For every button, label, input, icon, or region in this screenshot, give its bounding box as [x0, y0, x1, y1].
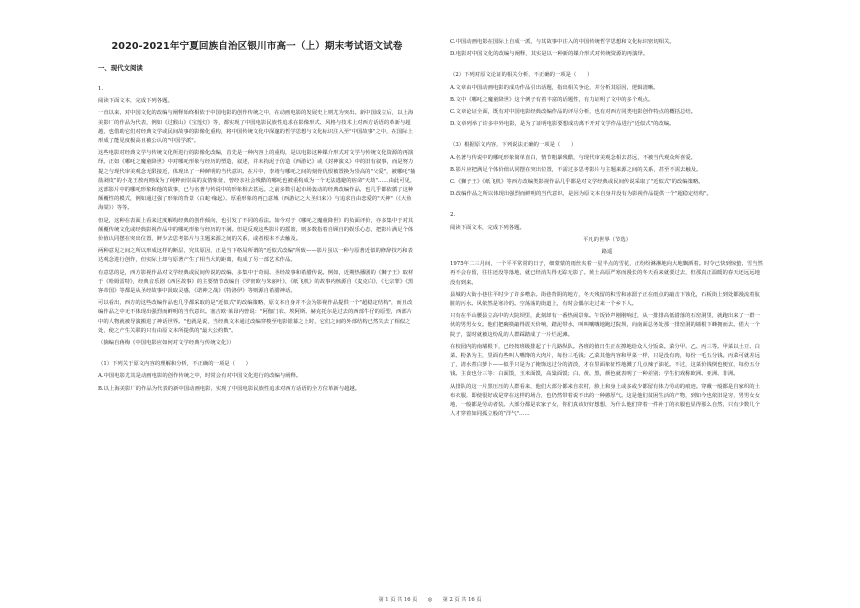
paragraph: 只有在半山腰县立高中的大院坝里，此刻却有一番热闹景象。午饭铃声刚刚响过，从一排排高低错落的石窑洞里，就跑出来了一群一伙的男男女女。他们把碗筷敲得震天价响，踏泥带水，叫叫嚷嚷地跑过院坝，向南面总务处那一排窑洞的墙根下蜂拥而去。偌大一个院子，霎时就被这纷乱的人群踩踏成了一片烂泥滩。 — [450, 313, 760, 338]
option-a: A.名著与传说中的哪吒形象简单直白，情节粗暴残酷，与现代审美观念相去甚远，不被当代观众所喜爱。 — [450, 154, 697, 161]
question-stem: （2）下列对原文论证的相关分析，不正确的一项是（ ） — [450, 72, 593, 79]
paragraph: 1975年二三月间，一个平平常常的日子，细蒙蒙的雨丝夹着一星半点的雪花，正纷纷淋淋地向大地飘洒着。时令已快到惊蛰，雪当然再不会存留，往往还没等落地，就已经消失得无踪无影了。黄土高原严寒而漫长的冬天看来就要过去，但那真正温暖的春天还远远地没有到来。 — [450, 261, 763, 286]
paragraph: 这些电影对经典文学与传统文化所进行的影像化改编，首先是一种内容上的重构，是以电影这种媒介形式对文学与传统文化资源的再演绎。正如《哪吒之魔童降世》中对哪吒形象与经历的塑造，叙述，并未拘泥于仿造《西游记》或《封神演义》中的旧有叙事，而是努力提之与现代审美观念无限接近，体现出了一种鲜明的当代意识。在片中，李靖与哪吒之间的刻骨仇恨被置换为崇高的"父爱"，被哪吒"抽筋剥皮"的小龙王敖丙则成为了纯粹而崇高的友情象征，曾经亲社会残酷的哪吒也被重构成为一个无法逃避的宿命"天劫"……由此可见，这部影片中的哪吒形象和他的故事，已与名著与传说中的形象相去甚远。之前多数引起市场轰动的经典改编作品，也几乎都依循了这种颠覆性的模式，例如通过强了形象的背景（白蛇·缘起）、厚重形象的再□意城（西游记之大圣归来）》与追求自由恋爱的"天神"（《大鱼海棠》）等等。 — [98, 150, 416, 212]
spacer — [450, 132, 764, 141]
page-footer: 第 1 页 共 16 页 ◎ 第 2 页 共 16 页 — [378, 597, 482, 603]
paragraph: 一直以来，对中国文化的改编与阐释始终相依于中国电影的创作传统之中，在动画电影的发展史上则尤为突出。新中国成立后，以上海美影厂的作品为代表，例如《过猴山》《宝莲灯》等，都实现了中国电影民族性追求在影像形式、风格与技术上对西方话语的革新与超越，也借助它们对经典文学或民间故事的影像化重构，将中国传统文化中深邃的哲学思想与文化标识注入至"中国故事"之中，在国际上形成了能见度极高且被公认的"中国学派"。 — [98, 110, 414, 145]
document-title: 2020-2021年宁夏回族自治区银川市高一（上）期末考试语文试卷 — [111, 41, 403, 52]
option-d: D.电影对中国文化的改编与阐释，其实是以一种新的媒介形式对传统资源的再演绎。 — [450, 51, 649, 58]
question-stem: （1）下列关于原文内容的理解和分析，不正确的一项是（ ） — [98, 361, 252, 368]
paragraph: 但是，这种在表面上看来过度解构经典的创作倾向，也引发了不同的看法。如今对于《哪吒之魔童降世》的负面评价，亦多集中于对其颠覆传统文化或经典影视作品中的哪吒形象与经历的不满。但是反观这些影片的摇篮，则多数指着自顾自的娱乐心态，把影片满足个体价值认同摆在突出位置，鲜少去思考影片与主题来源之间的关系，或者根本不去触及。 — [98, 217, 414, 243]
paragraph: 县城的大街小巷往平时少了许多嘈杂。街巷背阴的地方，冬天残留的积雪和冰溜子正在雨点的敲击下蚀化，石板街上到处都漫流着肮脏的污水。风依然是寒冷的。空荡荡的街道上，有时会偶尔走过来一个乡下人。 — [450, 291, 760, 308]
paragraph: 两种意见之间之所以形成这样的断层，究其原因，正是当下格局所谓的"近似式改编"所致——影片虽以一种与原著近似的修辞技巧和表达观念进行创作，但实际上却与原著产生了相当大的距离，构成了另一部艺术作品。 — [98, 248, 413, 264]
passage-title: 平凡的世界（节选） — [582, 236, 632, 243]
option-b: B.以上海美影厂的作品为代表的新中国动画电影，实现了中国电影民族性追求对西方话语的全方位革新与超越。 — [98, 385, 361, 392]
option-a: A.中国电影尤其是动画电影的创作传统之中，时常会有对中国文化进行的改编与阐释。 — [98, 373, 302, 380]
option-c: C.中国动画电影在国际上自成一派，与其故事中注入的中国传统哲学思想和文化标识密切相关。 — [450, 39, 675, 45]
instruction: 阅读下面文本，完成下列各题。 — [450, 224, 525, 231]
spacer — [450, 62, 764, 71]
page-right — [430, 0, 860, 608]
paragraph: 从排队的这一片黑压压的人群看来，他们大部分都来自农村，脸上和身上或多或少都留有体力劳动的痕迹。穿戴一般都是自家织的土布衣服，即使很好或是穿在这样的场合，也仍然带着说不出的一种憨厚气。这是他们贫困生活的产物，到如今也依旧是穷，男男女女地，一般都是劳动者装。大部分都是农家子女，你们真该好好想想，为什么他们穿着一件补丁的衣服也显得那么自然，只有少数几个人才穿着如同孤立般的"洋气"…… — [450, 383, 760, 418]
spacer — [450, 202, 764, 211]
question-number: 1. — [98, 86, 104, 92]
option-a: A.文章由中国动画电影的成功作品引出话题，指出相关争论，并分析其原因，逻辑清晰。 — [450, 84, 659, 91]
paragraph: 可以看出，西方的这些改编作品也几乎都采取的是"近似式"的改编策略，原文本自身并不会为影视作品提供一个"超稳定结构"，而且改编作品之中无不体现出强烈而鲜明的当代意识。塞吉欧·莱昂内曾说："阿伽门农、埃阿斯、赫克托尔是过去的西部牛仔的原型，西部片中的人物就被导演搬进了神话世界。"也就是说，当经典文本通过改编穿梭至电影银幕之上时，它们之间的外部结构已然失去了相似之处，使之产生关联的只有由原文本所提供的"最大公约数"。 — [98, 300, 413, 334]
passage-author: 路遥 — [601, 249, 613, 256]
question-stem: （3）根据原文内容，下列说法正确的一项是（ ） — [450, 142, 577, 149]
question-number: 2. — [450, 212, 456, 219]
option-b: B.文中《哪吒之魔童降世》这个例子有着丰富的话题性，有力证明了文中的多个观点。 — [450, 96, 654, 103]
option-c: C.《狮子王》《纸飞机》等西方改编类影视作品几乎都是对文学经典或民间传说采取了"近似式"的改编策略。 — [450, 179, 704, 186]
option-d: D.文章列举了许多中外电影，是为了证明电影要想成功离不开对文学作品进行"近似式"的改编。 — [450, 121, 675, 128]
paragraph: 在校园内的南墙根下，已经按班级排起了十几路纵队。各班的值日生正在擦地给众人分饭菜。菜分甲、乙、丙三等。甲菜以土豆、白菜、粉条为主，里面有些叫人嘴馋的大肉片，每份三毛钱；乙菜其他内容和甲菜一样，只是没有肉，每份一毛五分钱。丙菜可就差远了，清水煮白萝卜——似乎只是为了掩饰这过分的清淡，才在里面象征性地溅了几点辣子油花。不过，这菜价钱倒也便宜，每份五分钱。主食也分三等：白面馍，玉米面馍，高粱面馍；白、黄、黑，颜色就表明了一种差别；学生们戏称欧洲、亚洲、非洲。 — [450, 343, 760, 378]
source-citation: （摘编自蒋梅《中国电影应如何对文学经典与传统文化》） — [98, 340, 235, 347]
paragraph: 有意思的是，西方影视作品对文学经典或民间传说的改编，多集中于奇闻、圣经故事和希腊传说。例如，近期热播剧的《狮子王》取材于《哈姆雷特》，经典音乐剧《西区故事》的主要情节改编自《罗密欧与朱丽叶》，《纸飞机》的故事内核源自《麦克白》，《七宗罪》《黑客帝国》等都是从圣经故事中汲取灵感，《诺神之战》《特洛伊》等则源自希腊神话。 — [98, 269, 414, 295]
instruction: 阅读下面文本，完成下列各题。 — [98, 98, 173, 105]
option-c: C.文章论证全面，既有对中国电影经典改编作品的评尽分析，也有对西方同类电影创作特点的概括总结。 — [450, 109, 697, 116]
option-b: B.影片应把满足个体价值认同摆在突出位置，不需过多思考影片与主题来源之间的关系，甚至不需去触及。 — [450, 166, 702, 173]
spacer — [98, 351, 416, 360]
section-heading: 一、现代文阅读 — [98, 64, 143, 72]
option-d: D.改编作品之所以体现出强烈而鲜明的当代意识，是因为原文本自身并没有为影视作品提供一个"超稳定结构"。 — [450, 191, 712, 198]
